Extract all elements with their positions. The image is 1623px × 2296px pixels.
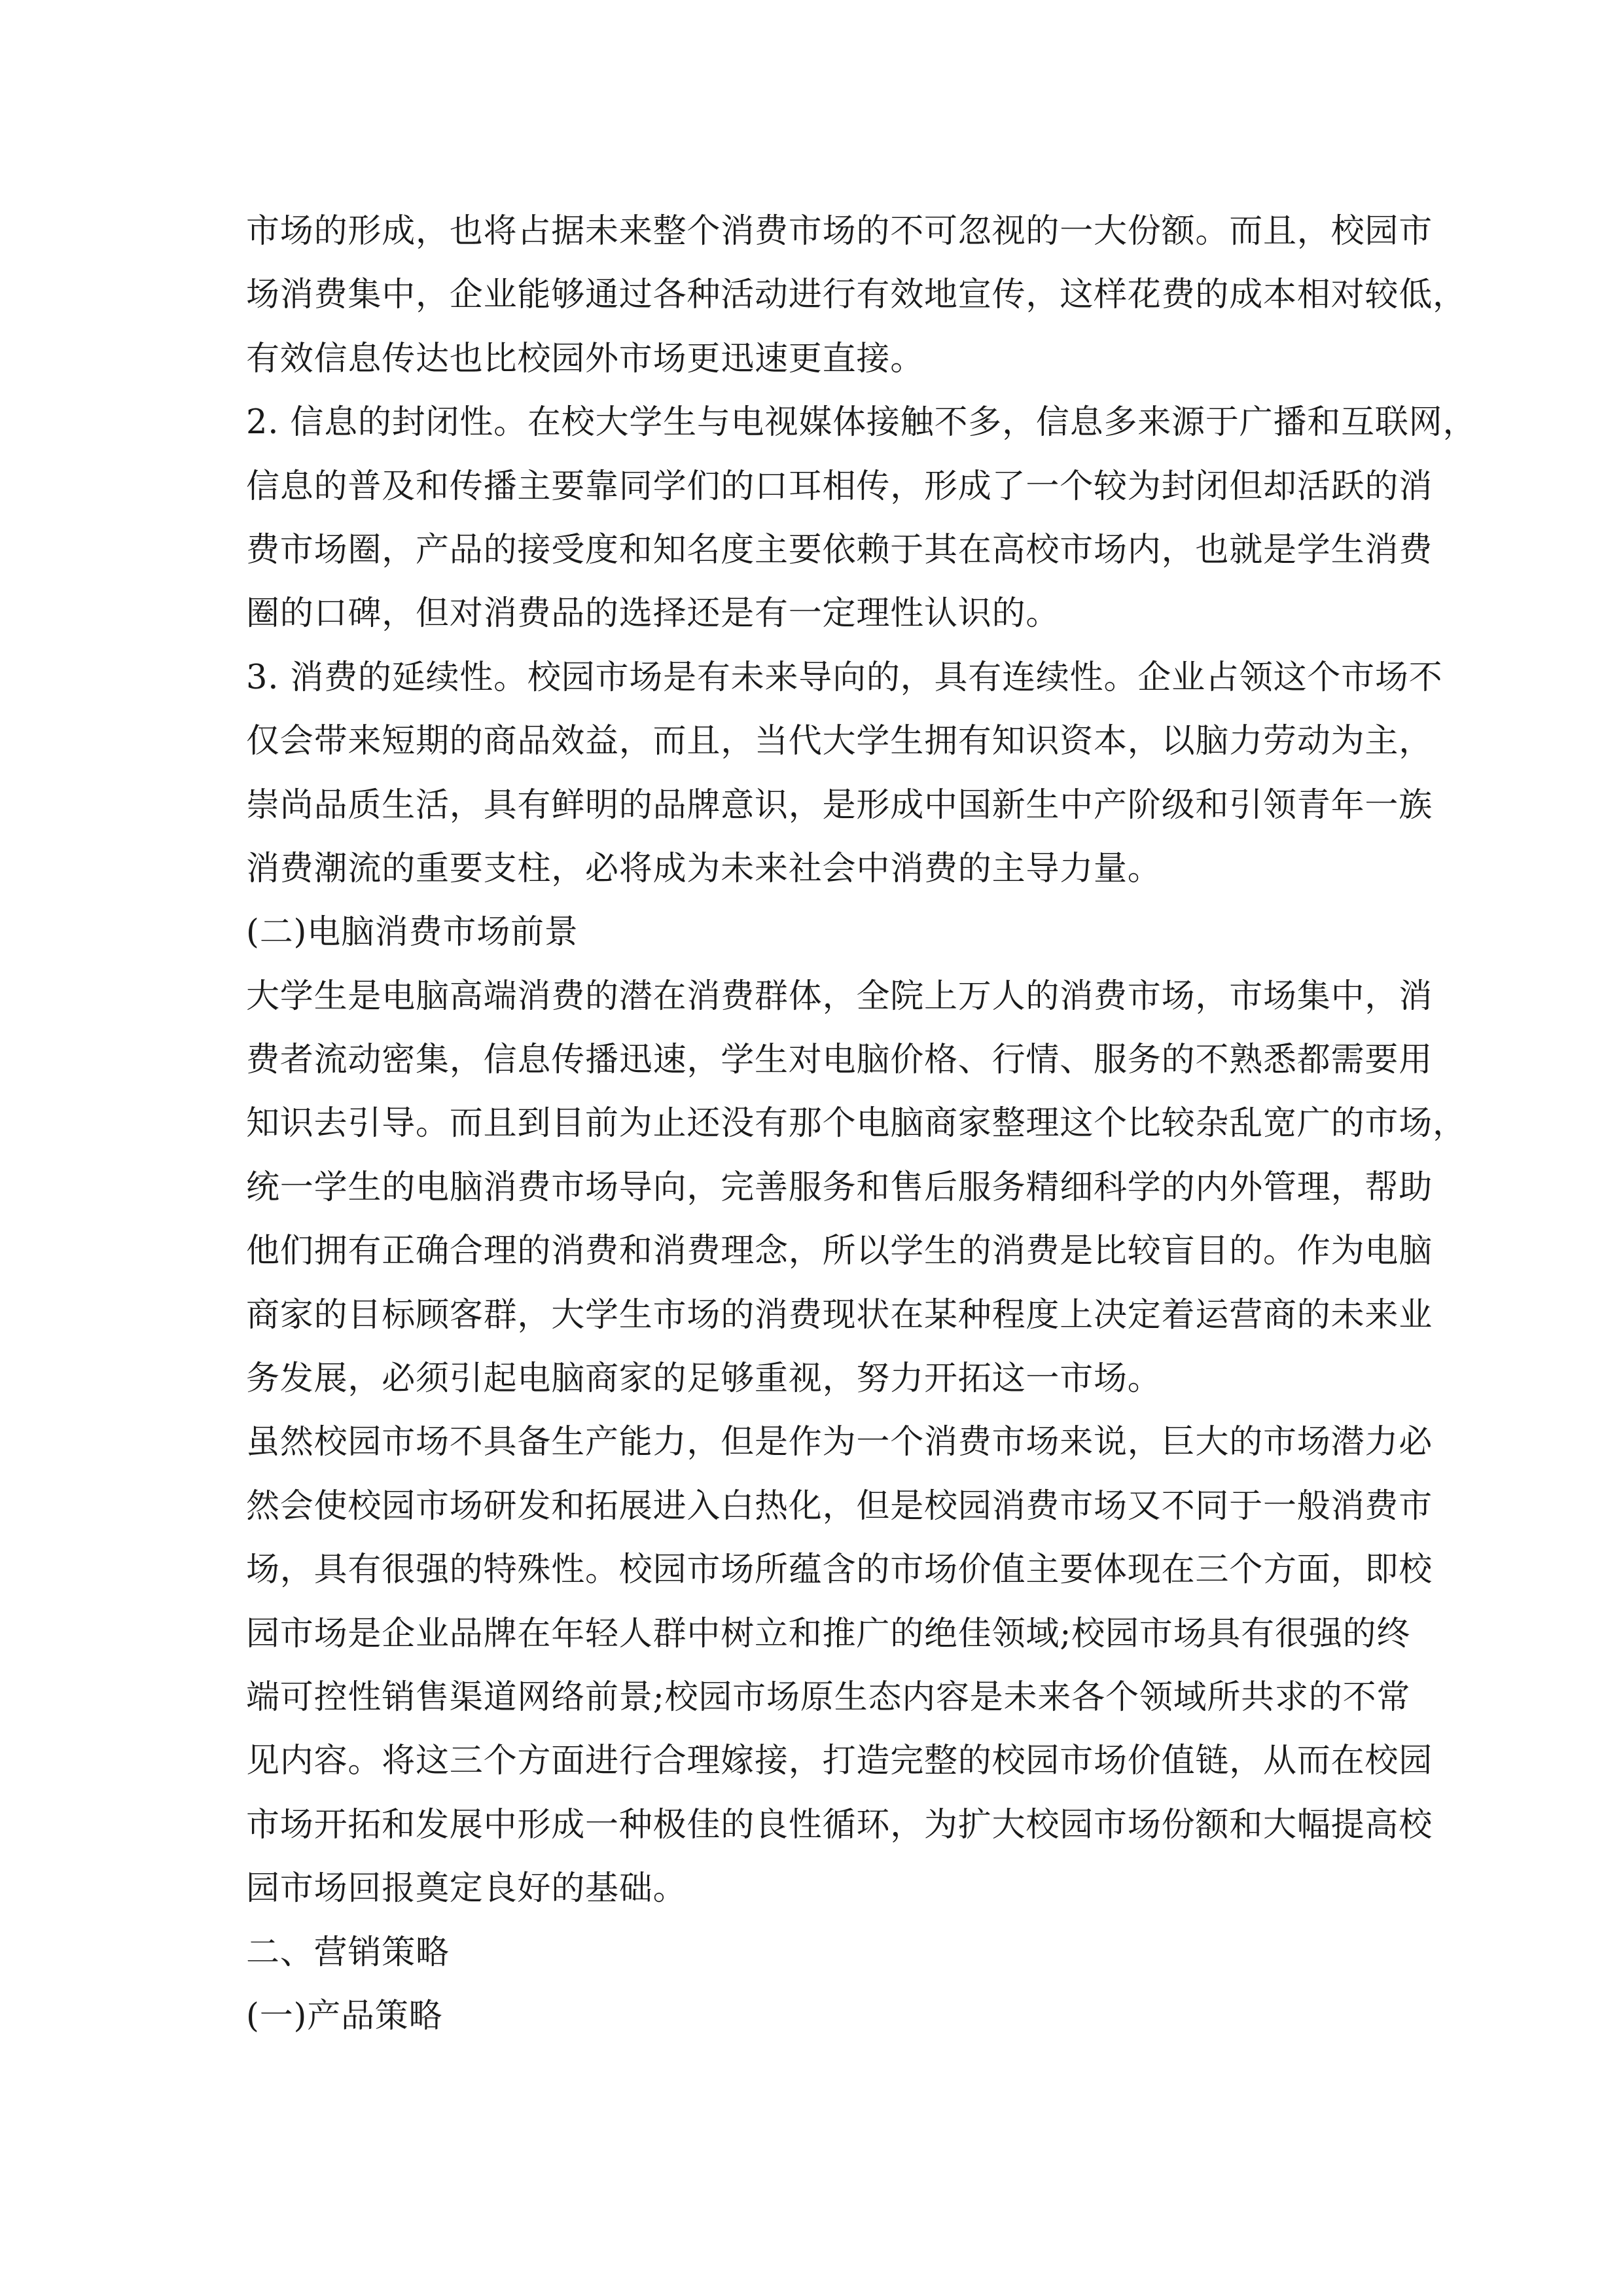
section-heading: (二)电脑消费市场前景 — [246, 913, 579, 952]
section-heading: (一)产品策略 — [246, 1996, 443, 2036]
text-line: 见内容。将这三个方面进行合理嫁接，打造完整的校园市场价值链，从而在校园 — [246, 1742, 1433, 1781]
text-line: 费者流动密集，信息传播迅速，学生对电脑价格、行情、服务的不熟悉都需要用 — [246, 1041, 1433, 1080]
text-line: 统一学生的电脑消费市场导向，完善服务和售后服务精细科学的内外管理，帮助 — [246, 1168, 1433, 1207]
text-line: 知识去引导。而且到目前为止还没有那个电脑商家整理这个比较杂乱宽广的市场， — [246, 1104, 1467, 1143]
chapter-heading: 二、营销策略 — [246, 1933, 450, 1972]
list-item-line: 3. 消费的延续性。校园市场是有未来导向的，具有连续性。企业占领这个市场不 — [246, 658, 1443, 697]
text-line: 然会使校园市场研发和拓展进入白热化，但是校园消费市场又不同于一般消费市 — [246, 1486, 1433, 1526]
text-line: 消费潮流的重要支柱，必将成为未来社会中消费的主导力量。 — [246, 849, 1162, 888]
text-line: 有效信息传达也比校园外市场更迅速更直接。 — [246, 339, 925, 378]
text-line: 场，具有很强的特殊性。校园市场所蕴含的市场价值主要体现在三个方面，即校 — [246, 1551, 1433, 1590]
text-line: 园市场是企业品牌在年轻人群中树立和推广的绝佳领域;校园市场具有很强的终 — [246, 1614, 1411, 1653]
text-line: 园市场回报奠定良好的基础。 — [246, 1869, 687, 1909]
text-line: 仅会带来短期的商品效益，而且，当代大学生拥有知识资本，以脑力劳动为主， — [246, 722, 1433, 761]
text-line: 虽然校园市场不具备生产能力，但是作为一个消费市场来说，巨大的市场潜力必 — [246, 1423, 1433, 1462]
text-line: 市场的形成，也将占据未来整个消费市场的不可忽视的一大份额。而且，校园市 — [246, 212, 1433, 251]
text-line: 场消费集中，企业能够通过各种活动进行有效地宣传，这样花费的成本相对较低， — [246, 276, 1467, 315]
text-line: 信息的普及和传播主要靠同学们的口耳相传，形成了一个较为封闭但却活跃的消 — [246, 467, 1433, 506]
text-line: 费市场圈，产品的接受度和知名度主要依赖于其在高校市场内，也就是学生消费 — [246, 530, 1433, 569]
list-item-line: 2. 信息的封闭性。在校大学生与电视媒体接触不多，信息多来源于广播和互联网， — [246, 403, 1477, 442]
text-line: 他们拥有正确合理的消费和消费理念，所以学生的消费是比较盲目的。作为电脑 — [246, 1232, 1433, 1271]
document-body — [246, 200, 1477, 2048]
text-line: 崇尚品质生活，具有鲜明的品牌意识，是形成中国新生中产阶级和引领青年一族 — [246, 785, 1433, 825]
text-line: 商家的目标顾客群，大学生市场的消费现状在某种程度上决定着运营商的未来业 — [246, 1295, 1433, 1335]
text-line: 市场开拓和发展中形成一种极佳的良性循环，为扩大校园市场份额和大幅提高校 — [246, 1805, 1433, 1844]
text-line: 端可控性销售渠道网络前景;校园市场原生态内容是未来各个领域所共求的不常 — [246, 1677, 1411, 1717]
text-line: 大学生是电脑高端消费的潜在消费群体，全院上万人的消费市场，市场集中，消 — [246, 977, 1433, 1016]
text-line: 务发展，必须引起电脑商家的足够重视，努力开拓这一市场。 — [246, 1359, 1162, 1399]
text-line: 圈的口碑，但对消费品的选择还是有一定理性认识的。 — [246, 594, 1060, 634]
